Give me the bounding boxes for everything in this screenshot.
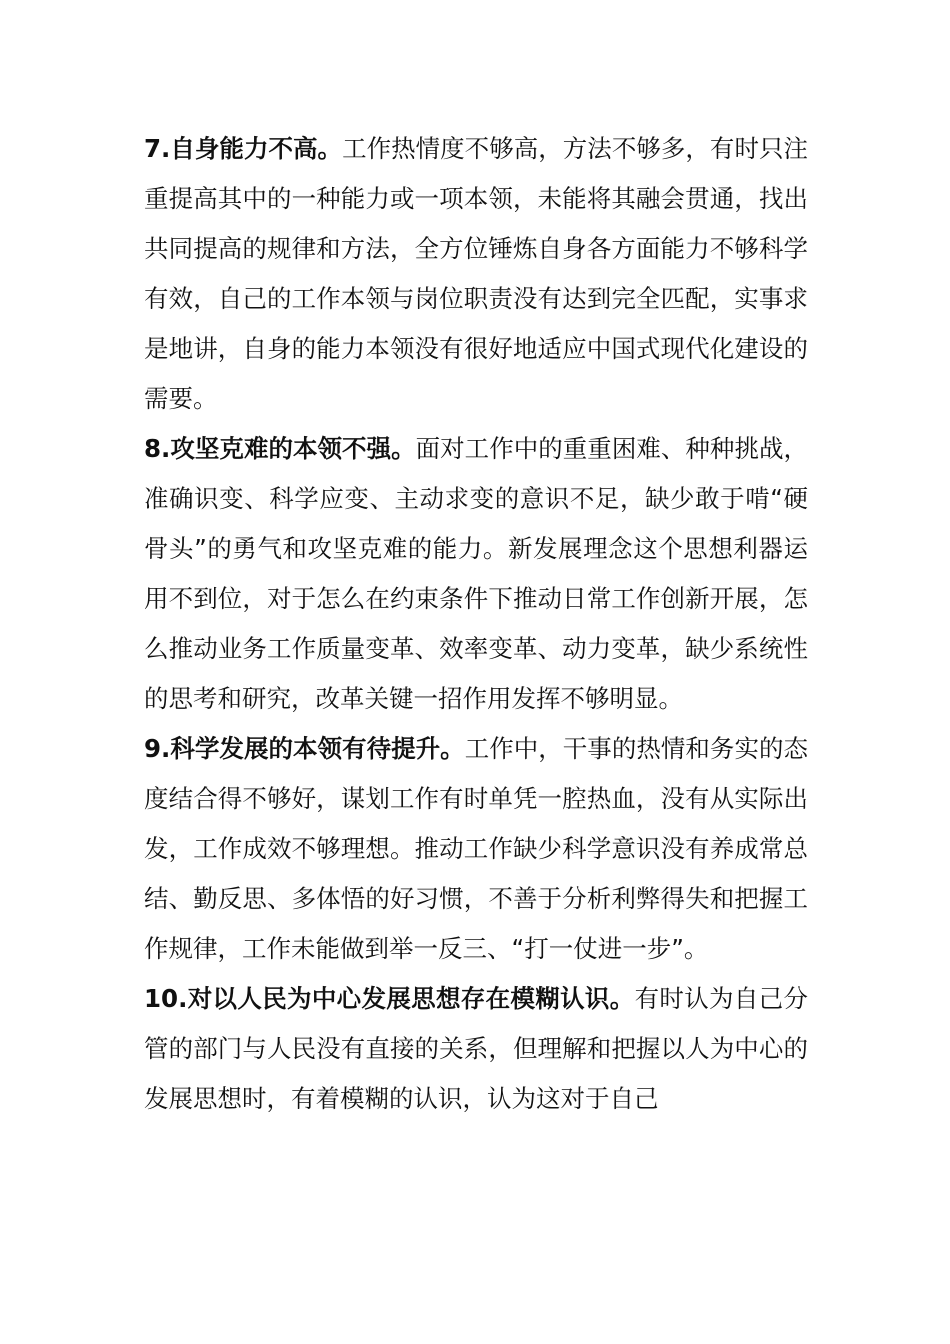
- item-9-heading: 9.科学发展的本领有待提升。: [144, 734, 465, 763]
- item-7-body: 工作热情度不够高，方法不够多，有时只注重提高其中的一种能力或一项本领，未能将其融会贯通，找出共同提高的规律和方法，全方位锤炼自身各方面能力不够科学有效，自己的工作本领与岗位职责没有达到完全匹配，实事求是地讲，自身的能力本领没有很好地适应中国式现代化建设的需要。: [144, 134, 809, 413]
- item-8-body: 面对工作中的重重困难、种种挑战，准确识变、科学应变、主动求变的意识不足，缺少敢于啃“硬骨头”的勇气和攻坚克难的能力。新发展理念这个思想利器运用不到位，对于怎么在约束条件下推动日常工作创新开展，怎么推动业务工作质量变革、效率变革、动力变革，缺少系统性的思考和研究，改革关键一招作用发挥不够明显。: [144, 434, 808, 713]
- paragraph-item-8: [144, 424, 808, 724]
- paragraph-item-9: [144, 724, 808, 974]
- item-8-heading: 8.攻坚克难的本领不强。: [144, 434, 416, 463]
- paragraph-item-10: [144, 974, 808, 1124]
- item-7-heading: 7.自身能力不高。: [144, 134, 343, 163]
- paragraph-item-7: [144, 124, 808, 424]
- item-10-heading: 10.对以人民为中心发展思想存在模糊认识。: [144, 984, 635, 1013]
- item-9-body: 工作中，干事的热情和务实的态度结合得不够好，谋划工作有时单凭一腔热血，没有从实际出发，工作成效不够理想。推动工作缺少科学意识没有养成常总结、勤反思、多体悟的好习惯，不善于分析利弊得失和把握工作规律，工作未能做到举一反三、“打一仗进一步”。: [144, 734, 809, 963]
- document-page: [144, 124, 808, 1124]
- item-10-body: 有时认为自己分管的部门与人民没有直接的关系，但理解和把握以人为中心的发展思想时，有着模糊的认识，认为这对于自己: [144, 984, 809, 1113]
